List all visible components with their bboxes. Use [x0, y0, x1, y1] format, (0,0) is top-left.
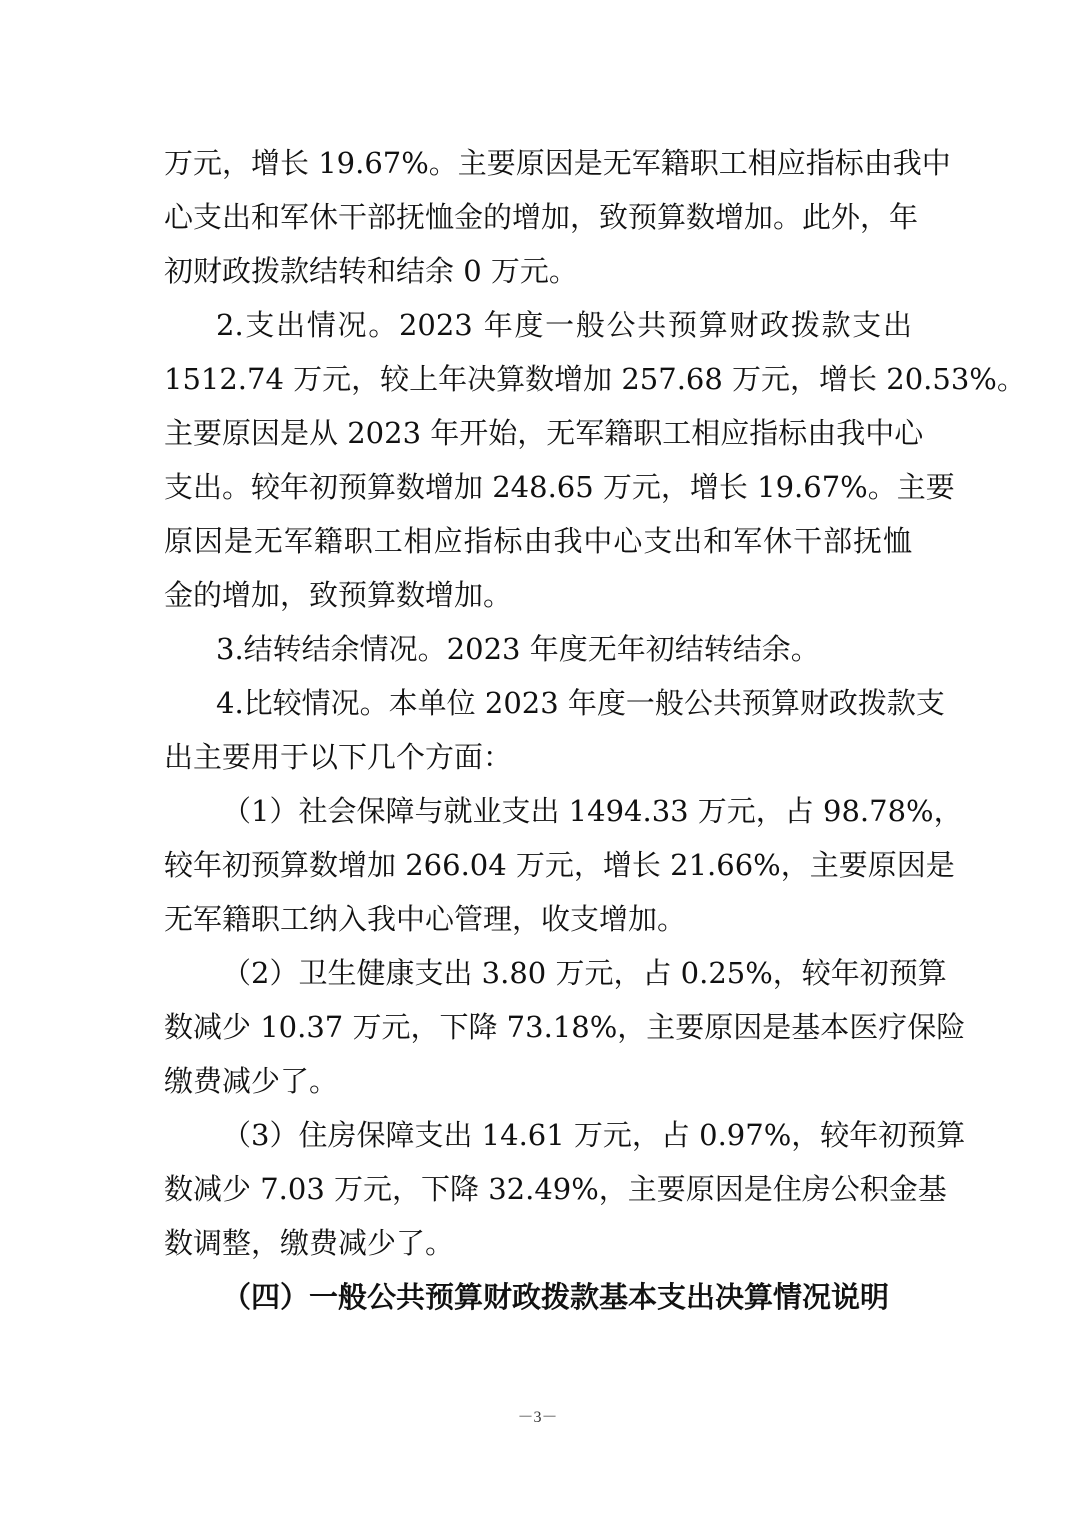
text-line: 数调整，缴费减少了。: [164, 1226, 455, 1260]
text-line: 初财政拨款结转和结余 0 万元。: [164, 254, 578, 288]
paragraph-start-line: （3）住房保障支出 14.61 万元，占 0.97%，较年初预算: [222, 1118, 966, 1152]
paragraph-start-line: （2）卫生健康支出 3.80 万元，占 0.25%，较年初预算: [222, 956, 947, 990]
text-line: 主要原因是从 2023 年开始，无军籍职工相应指标由我中心: [164, 416, 924, 450]
text-line: 数减少 10.37 万元，下降 73.18%，主要原因是基本医疗保险: [164, 1010, 966, 1044]
text-line: 无军籍职工纳入我中心管理，收支增加。: [164, 902, 687, 936]
text-line: 数减少 7.03 万元，下降 32.49%，主要原因是住房公积金基: [164, 1172, 947, 1206]
text-line: 缴费减少了。: [164, 1064, 339, 1098]
text-line: 原因是无军籍职工相应指标由我中心支出和军休干部抚恤: [164, 524, 912, 558]
text-line: 支出。较年初预算数增加 248.65 万元，增长 19.67%。主要: [164, 470, 955, 504]
text-line: 1512.74 万元，较上年决算数增加 257.68 万元，增长 20.53%。: [164, 362, 1026, 396]
text-line: 金的增加，致预算数增加。: [164, 578, 513, 612]
paragraph-start-line: 4.比较情况。本单位 2023 年度一般公共预算财政拨款支: [216, 686, 945, 720]
section-heading: （四）一般公共预算财政拨款基本支出决算情况说明: [222, 1280, 890, 1314]
text-line: 心支出和军休干部抚恤金的增加，致预算数增加。此外，年: [164, 200, 919, 234]
paragraph-start-line: （1）社会保障与就业支出 1494.33 万元，占 98.78%，: [222, 794, 963, 828]
paragraph-start-line: 3.结转结余情况。2023 年度无年初结转结余。: [216, 632, 820, 666]
text-line: 万元，增长 19.67%。主要原因是无军籍职工相应指标由我中: [164, 146, 951, 180]
text-line: 较年初预算数增加 266.04 万元，增长 21.66%，主要原因是: [164, 848, 955, 882]
page-number: －3－: [517, 1409, 558, 1426]
text-line: 出主要用于以下几个方面：: [164, 740, 513, 774]
paragraph-start-line: 2.支出情况。2023 年度一般公共预算财政拨款支出: [216, 308, 912, 342]
